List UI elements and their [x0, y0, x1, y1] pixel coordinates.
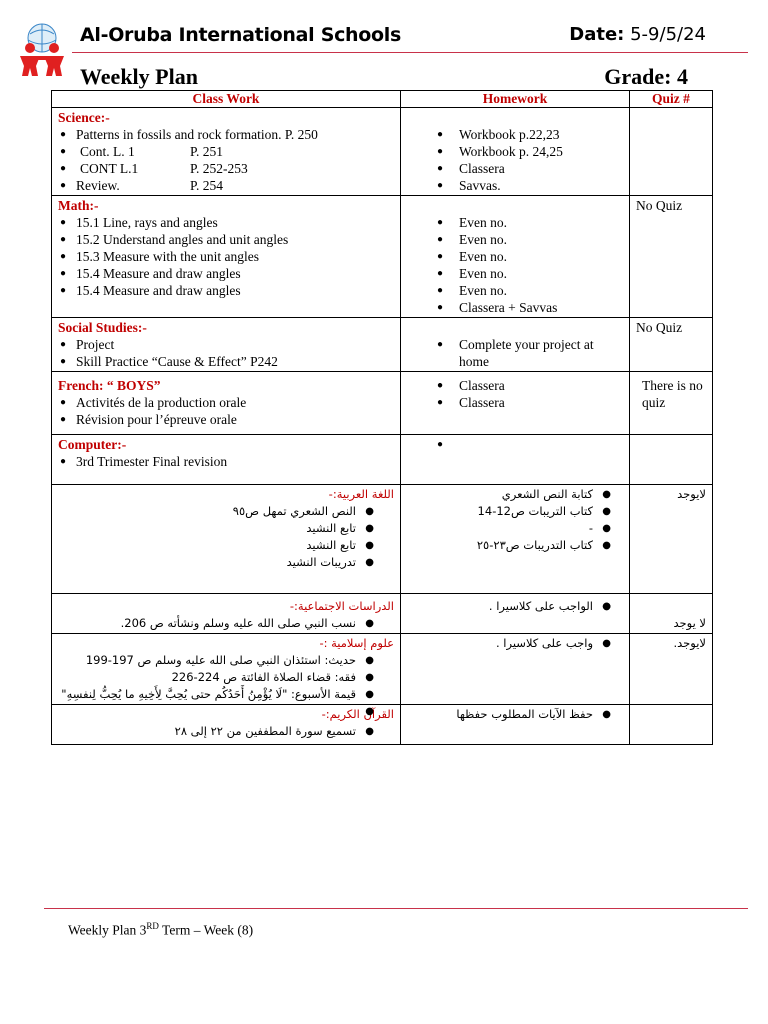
- list-item: ● Classera + Savvas: [407, 299, 623, 316]
- homework-list: [407, 377, 623, 411]
- list-item: ● 15.4 Measure and draw angles: [58, 265, 394, 282]
- table-row: [52, 634, 713, 705]
- classwork-list: [58, 652, 394, 703]
- homework-cell: [401, 318, 630, 372]
- table-row: [52, 372, 713, 435]
- classwork-cell: [52, 318, 401, 372]
- table-row: [52, 705, 713, 745]
- page-ref: P. 254: [190, 178, 224, 193]
- classwork-list: [58, 126, 394, 194]
- page-ref: P. 252-253: [190, 161, 248, 176]
- subject-title: Computer:-: [58, 437, 127, 452]
- list-item: ● Even no.: [407, 265, 623, 282]
- homework-list: [407, 126, 623, 194]
- subject-title: Social Studies:-: [58, 320, 147, 335]
- quiz-cell: لايوجد: [630, 485, 713, 594]
- list-item: ● Complete your project at home: [407, 336, 623, 370]
- classwork-list: [58, 336, 394, 370]
- homework-list: [407, 214, 623, 316]
- list-item: [58, 143, 394, 160]
- list-item: ● Even no.: [407, 282, 623, 299]
- page-ref: P. 251: [190, 144, 224, 159]
- quiz-cell: لا يوجد: [630, 594, 713, 634]
- weekly-plan-table: [51, 90, 713, 745]
- list-item: ● حفظ الآيات المطلوب حفظها: [407, 706, 623, 723]
- list-item: ● تدريبات النشيد: [58, 554, 394, 571]
- footer-suffix: Term – Week (8): [158, 922, 254, 938]
- list-item: ● تسميع سورة المطففين من ٢٢ إلى ٢٨: [58, 723, 394, 740]
- list-item: ● Classera: [407, 394, 623, 411]
- date: [569, 24, 706, 45]
- footer-sup: RD: [146, 921, 159, 931]
- footer-prefix: Weekly Plan 3: [68, 922, 147, 938]
- homework-cell: [401, 634, 630, 705]
- date-value: 5-9/5/24: [630, 24, 706, 45]
- classwork-list: [58, 503, 394, 571]
- subject-title: القرآن الكريم:-: [321, 707, 394, 721]
- classwork-list: [58, 394, 394, 428]
- list-item: ● حديث: استئذان النبي صلى الله عليه وسلم ص 197-199: [58, 652, 394, 669]
- list-item: ● 3rd Trimester Final revision: [58, 453, 394, 470]
- list-item: ● نسب النبي صلى الله عليه وسلم ونشأته ص 206.: [58, 615, 394, 632]
- homework-list: [407, 336, 623, 370]
- table-row: [52, 108, 713, 196]
- table-header-row: [52, 91, 713, 108]
- table-row: [52, 485, 713, 594]
- classwork-cell: [52, 634, 401, 705]
- list-item-text: Cont. L. 1: [80, 144, 135, 159]
- list-item: ● 15.4 Measure and draw angles: [58, 282, 394, 299]
- list-item: ● كتابة النص الشعري: [407, 486, 623, 503]
- list-item: ● Even no.: [407, 248, 623, 265]
- homework-list: [407, 635, 623, 652]
- list-item: [58, 160, 394, 177]
- classwork-cell: [52, 196, 401, 318]
- footer-rule: [44, 908, 748, 909]
- col-classwork: Class Work: [52, 91, 401, 108]
- list-item: ● كتاب التريبات ص12-14: [407, 503, 623, 520]
- table-row: [52, 435, 713, 485]
- header-rule: [72, 52, 748, 53]
- list-item-text: CONT L.1: [80, 161, 139, 176]
- list-item: ● Savvas.: [407, 177, 623, 194]
- list-item: ● Workbook p.22,23: [407, 126, 623, 143]
- classwork-cell: [52, 594, 401, 634]
- list-item: ● تابع النشيد: [58, 520, 394, 537]
- list-item: ● Even no.: [407, 231, 623, 248]
- homework-list: [407, 598, 623, 615]
- footer: [68, 921, 253, 939]
- homework-cell: [401, 705, 630, 745]
- subject-title: علوم إسلامية :-: [319, 636, 394, 650]
- date-label: Date:: [569, 24, 625, 45]
- list-item: ● Activités de la production orale: [58, 394, 394, 411]
- list-item: ● قيمة الأسبوع: "لَا يُؤْمِنُ أَحَدُكُم حتى يُحِبَّ لِأَخِيهِ ما يُحِبُّ لِنفسِهِ": [58, 686, 394, 703]
- classwork-list: [58, 453, 394, 470]
- table-row: [52, 196, 713, 318]
- list-item: ● الواجب على كلاسيرا .: [407, 598, 623, 615]
- list-item: ● Révision pour l’épreuve orale: [58, 411, 394, 428]
- quiz-cell: No Quiz: [630, 318, 713, 372]
- classwork-list: [58, 723, 394, 740]
- page-title: Weekly Plan: [80, 64, 198, 89]
- subject-title: French: “ BOYS”: [58, 378, 161, 393]
- list-item: ● Classera: [407, 377, 623, 394]
- list-item: ● واجب على كلاسيرا .: [407, 635, 623, 652]
- homework-cell: [401, 435, 630, 485]
- list-item: ● Project: [58, 336, 394, 353]
- homework-list: [407, 486, 623, 554]
- classwork-list: [58, 214, 394, 299]
- school-logo: [12, 18, 72, 78]
- table-row: [52, 594, 713, 634]
- list-item: ● Classera: [407, 160, 623, 177]
- classwork-cell: [52, 485, 401, 594]
- subject-title: Science:-: [58, 110, 110, 125]
- list-item: ● Workbook p. 24,25: [407, 143, 623, 160]
- classwork-cell: [52, 108, 401, 196]
- homework-cell: [401, 594, 630, 634]
- grade: Grade: 4: [604, 64, 688, 89]
- subject-title: اللغة العربية:-: [328, 487, 394, 501]
- quiz-cell: [630, 435, 713, 485]
- subject-title: الدراسات الاجتماعية:-: [289, 599, 394, 613]
- table-row: [52, 318, 713, 372]
- col-homework: Homework: [401, 91, 630, 108]
- quiz-cell: [630, 108, 713, 196]
- quiz-cell: [630, 705, 713, 745]
- list-item: ● Skill Practice “Cause & Effect” P242: [58, 353, 394, 370]
- classwork-cell: [52, 435, 401, 485]
- col-quiz: Quiz #: [630, 91, 713, 108]
- list-item: ● Patterns in fossils and rock formation. P. 250: [58, 126, 394, 143]
- school-name: Al-Oruba International Schools: [80, 24, 401, 46]
- list-item: ● تابع النشيد: [58, 537, 394, 554]
- homework-cell: [401, 108, 630, 196]
- quiz-cell: لايوجد.: [630, 634, 713, 705]
- classwork-cell: [52, 705, 401, 745]
- homework-cell: [401, 196, 630, 318]
- list-item: ● 15.2 Understand angles and unit angles: [58, 231, 394, 248]
- list-item: ● 15.1 Line, rays and angles: [58, 214, 394, 231]
- list-item: ● كتاب التدريبات ص٢٣-٢٥: [407, 537, 623, 554]
- homework-cell: [401, 485, 630, 594]
- list-item: ● -: [407, 520, 623, 537]
- list-item: ● النص الشعري تمهل ص٩٥: [58, 503, 394, 520]
- list-item: ● Even no.: [407, 214, 623, 231]
- classwork-cell: [52, 372, 401, 435]
- list-item: [58, 177, 394, 194]
- homework-cell: [401, 372, 630, 435]
- list-item: ● فقه: قضاء الصلاة الفائتة ص 224-226: [58, 669, 394, 686]
- quiz-cell: No Quiz: [630, 196, 713, 318]
- subject-title: Math:-: [58, 198, 99, 213]
- list-item-text: Review.: [76, 178, 120, 193]
- quiz-cell: There is no quiz: [630, 372, 713, 435]
- homework-list: [407, 706, 623, 723]
- list-item: ● 15.3 Measure with the unit angles: [58, 248, 394, 265]
- classwork-list: [58, 615, 394, 632]
